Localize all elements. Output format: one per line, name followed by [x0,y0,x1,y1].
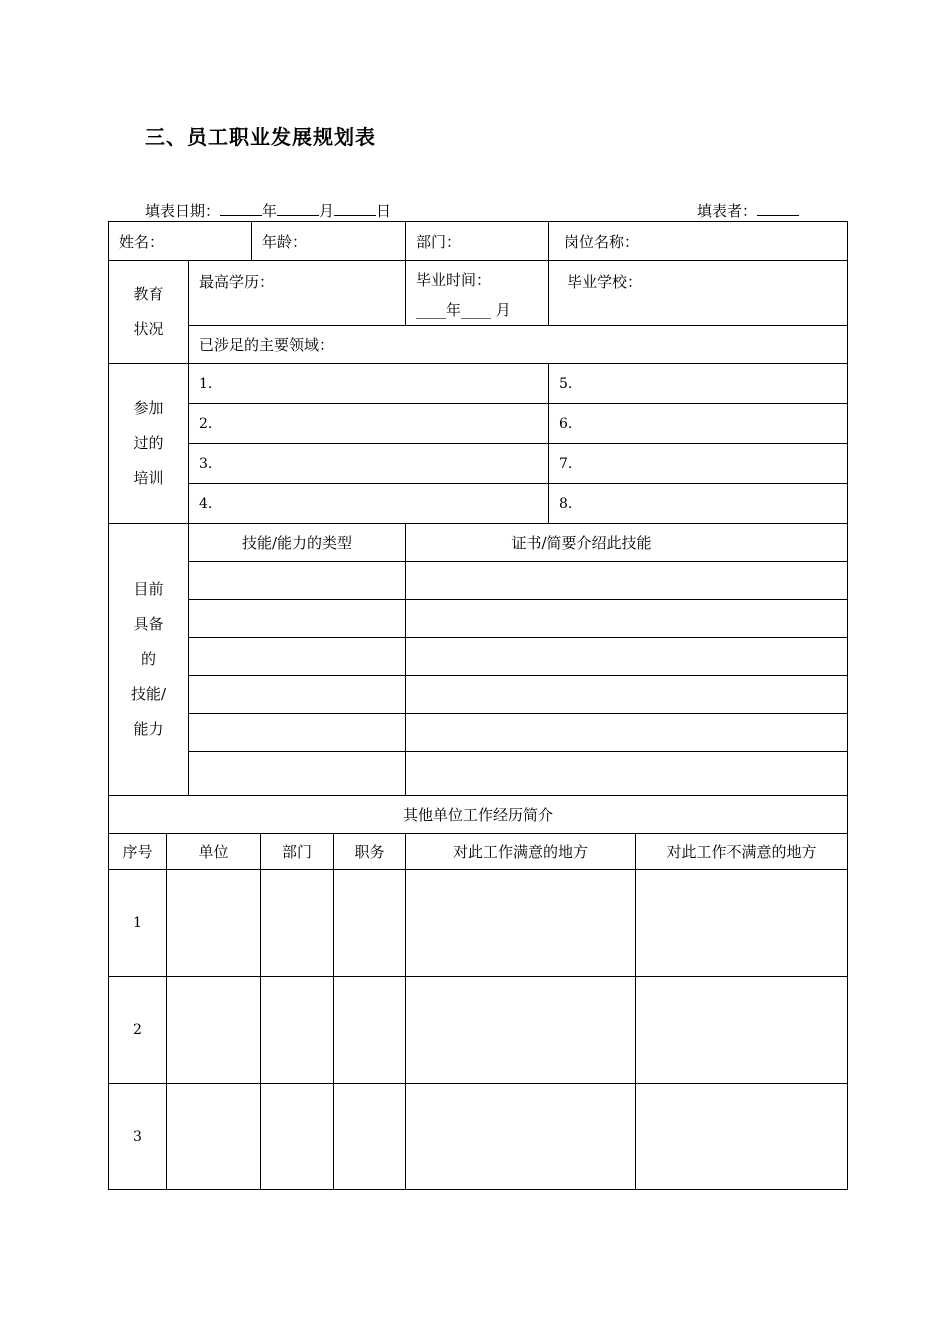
fill-date-year-blank[interactable] [220,201,262,216]
education-row-2 [109,326,848,364]
col-header-dissatisfied: 对此工作不满意的地方 [636,834,848,870]
col-header-department: 部门 [261,834,334,870]
row-index: 2 [109,977,167,1084]
col-header-company: 单位 [167,834,261,870]
training-row [109,444,848,484]
skills-row [109,638,848,676]
skill-cert-cell[interactable] [406,714,848,752]
fill-date-day-blank[interactable] [334,201,376,216]
training-row [109,484,848,524]
training-item-7[interactable]: 7. [549,444,848,484]
training-item-5[interactable]: 5. [549,364,848,404]
skills-row [109,676,848,714]
title-cell[interactable] [334,870,406,977]
fill-date [145,200,391,221]
work-history-row [109,977,848,1084]
skill-type-cell[interactable] [189,562,406,600]
row-index: 1 [109,870,167,977]
skills-header-row [109,524,848,562]
department-field[interactable] [406,222,549,261]
skill-cert-cell[interactable] [406,638,848,676]
department-cell[interactable] [261,870,334,977]
skills-row [109,752,848,796]
training-item-6[interactable]: 6. [549,404,848,444]
skill-cert-cell[interactable] [406,752,848,796]
fill-date-month-label: 月 [319,202,335,220]
skill-type-cell[interactable] [189,638,406,676]
skill-cert-cell[interactable] [406,600,848,638]
filler-label: 填表者： [697,202,758,220]
dissatisfied-cell[interactable] [636,977,848,1084]
training-section-label: 参加 过的 培训 [109,364,189,524]
department-cell[interactable] [261,1084,334,1190]
highest-degree-label: 最高学历： [199,273,275,291]
dissatisfied-cell[interactable] [636,870,848,977]
education-row-1 [109,261,848,326]
dissatisfied-cell[interactable] [636,1084,848,1190]
highest-degree-field[interactable] [189,261,406,326]
department-cell[interactable] [261,977,334,1084]
col-header-satisfied: 对此工作满意的地方 [406,834,636,870]
training-item-3[interactable]: 3. [189,444,549,484]
graduation-time-label: 毕业时间： [416,271,492,289]
training-item-1[interactable]: 1. [189,364,549,404]
fill-date-day-label: 日 [376,202,392,220]
title-cell[interactable] [334,1084,406,1190]
position-label: 岗位名称： [564,232,640,251]
skills-section-label: 目前 具备 的 技能/ 能力 [109,524,189,796]
row-index: 3 [109,1084,167,1190]
title-cell[interactable] [334,977,406,1084]
work-history-title: 其他单位工作经历简介 [109,796,848,834]
col-header-index: 序号 [109,834,167,870]
skill-cert-cell[interactable] [406,562,848,600]
skill-type-cell[interactable] [189,676,406,714]
age-label: 年龄： [262,232,308,251]
graduation-time-field[interactable] [406,261,549,326]
training-item-8[interactable]: 8. [549,484,848,524]
company-cell[interactable] [167,870,261,977]
col-header-title: 职务 [334,834,406,870]
graduation-school-label: 毕业学校： [567,273,643,291]
skill-type-header: 技能/能力的类型 [189,524,406,562]
department-label: 部门： [416,232,462,251]
age-field[interactable] [252,222,406,261]
skills-row [109,600,848,638]
training-row [109,404,848,444]
graduation-school-field[interactable] [549,261,848,326]
education-section-label: 教育 状况 [109,261,189,364]
fill-date-year-label: 年 [262,202,278,220]
position-field[interactable] [549,222,848,261]
work-history-row [109,870,848,977]
graduation-year-month: ____年____ 月 [416,301,511,319]
filler [697,200,799,221]
work-history-row [109,1084,848,1190]
satisfied-cell[interactable] [406,870,636,977]
fill-date-month-blank[interactable] [277,201,319,216]
satisfied-cell[interactable] [406,977,636,1084]
skills-row [109,562,848,600]
skill-type-cell[interactable] [189,752,406,796]
name-label: 姓名： [119,232,165,251]
company-cell[interactable] [167,977,261,1084]
company-cell[interactable] [167,1084,261,1190]
skill-cert-cell[interactable] [406,676,848,714]
fill-date-label: 填表日期： [145,202,221,220]
training-item-2[interactable]: 2. [189,404,549,444]
career-plan-form [108,221,848,1190]
satisfied-cell[interactable] [406,1084,636,1190]
skills-row [109,714,848,752]
name-field[interactable] [109,222,252,261]
main-fields-label: 已涉足的主要领域： [199,336,335,354]
main-fields-field[interactable] [189,326,848,364]
basic-info-row [109,222,848,261]
training-item-4[interactable]: 4. [189,484,549,524]
skill-type-cell[interactable] [189,714,406,752]
work-history-header-row [109,834,848,870]
page-title: 三、员工职业发展规划表 [145,125,376,149]
skill-type-cell[interactable] [189,600,406,638]
work-history-title-row [109,796,848,834]
training-row [109,364,848,404]
skill-cert-header: 证书/简要介绍此技能 [406,524,848,562]
filler-blank[interactable] [757,201,799,216]
